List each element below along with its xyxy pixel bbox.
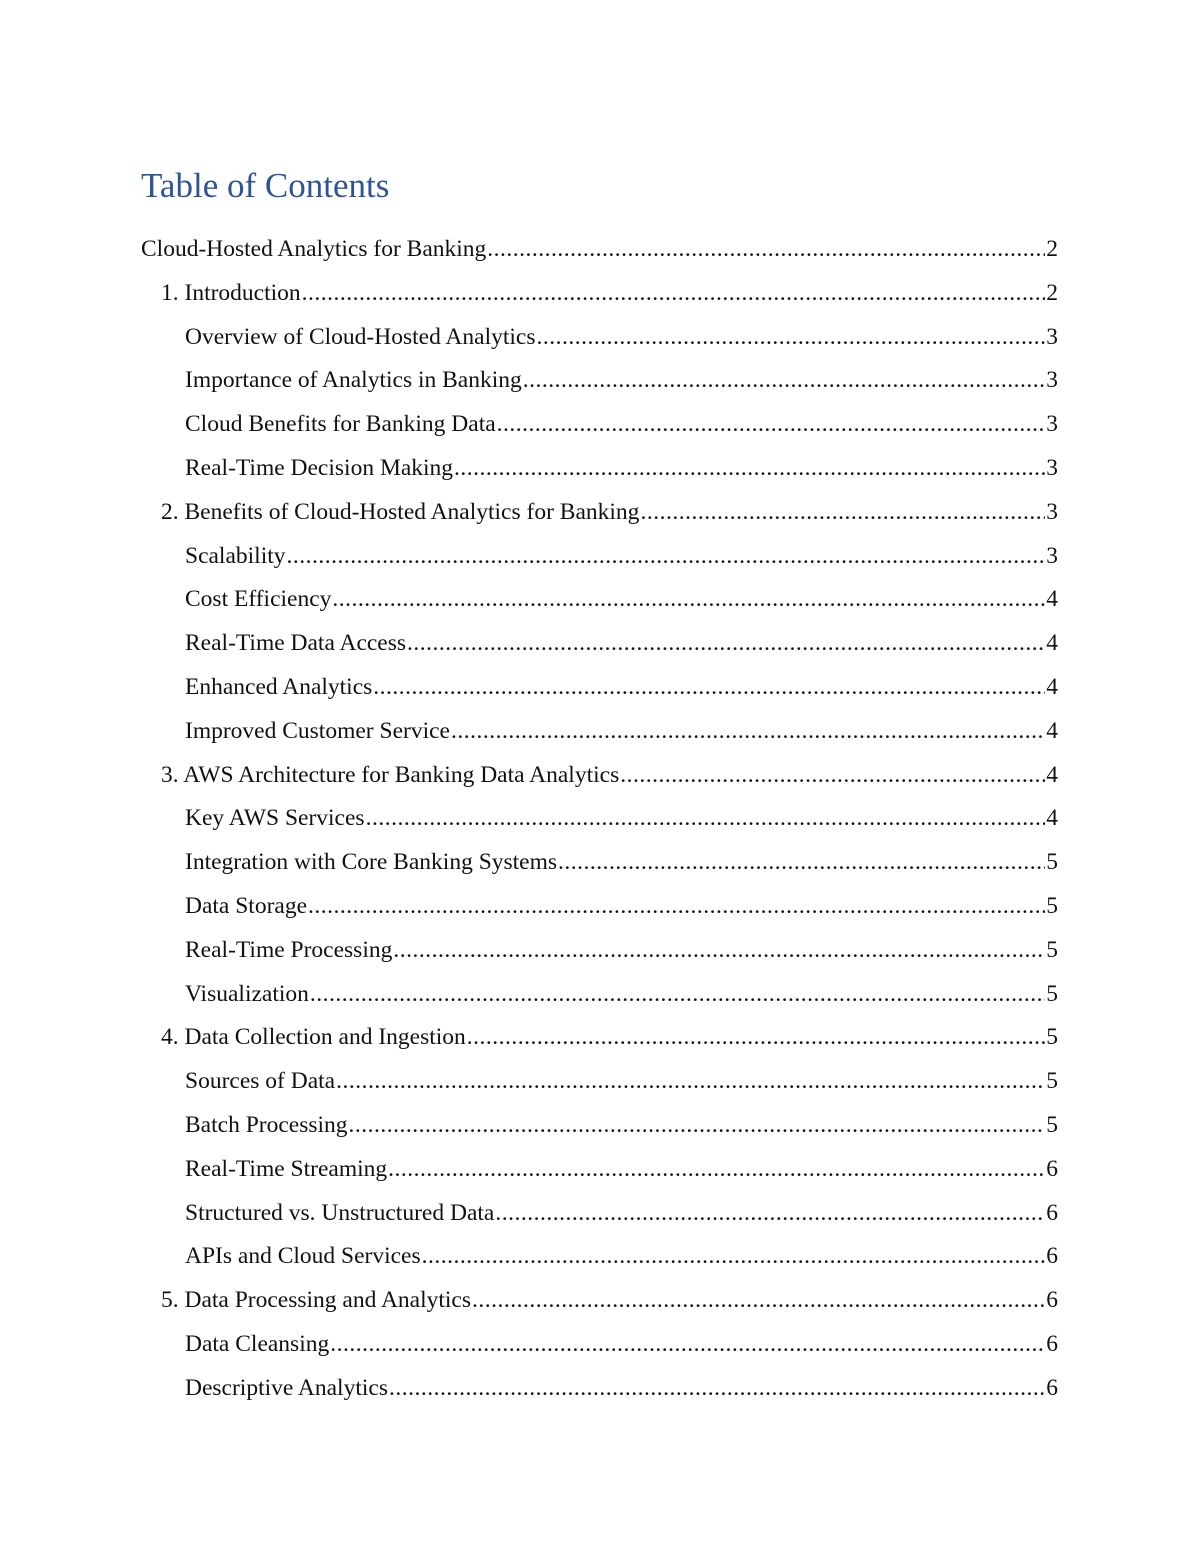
toc-dot-leader xyxy=(620,754,1045,798)
toc-page-number: 2 xyxy=(1046,236,1058,262)
toc-page-number: 5 xyxy=(1046,1024,1058,1051)
toc-dot-leader xyxy=(472,1279,1045,1323)
toc-page-number: 4 xyxy=(1046,761,1058,788)
toc-entry[interactable] xyxy=(141,1367,1058,1411)
toc-entry-title: Key AWS Services xyxy=(185,805,365,832)
toc-entry-title: Enhanced Analytics xyxy=(185,673,373,700)
toc-page-number: 6 xyxy=(1046,1330,1058,1357)
toc-page-number: 2 xyxy=(1046,279,1058,306)
toc-entry[interactable] xyxy=(141,973,1058,1017)
toc-entry-title: 2. Benefits of Cloud-Hosted Analytics for Banking xyxy=(161,498,640,525)
toc-entry-title: Sources of Data xyxy=(185,1068,336,1095)
toc-entry-title: Visualization xyxy=(185,980,309,1007)
toc-entry[interactable] xyxy=(141,1148,1058,1192)
toc-entry-title: Cloud-Hosted Analytics for Banking xyxy=(141,236,487,262)
toc-dot-leader xyxy=(388,1148,1045,1192)
toc-dot-leader xyxy=(287,535,1046,579)
toc-dot-leader xyxy=(310,973,1045,1017)
toc-entry-title: APIs and Cloud Services xyxy=(185,1243,421,1270)
toc-page-number: 6 xyxy=(1046,1243,1058,1270)
toc-dot-leader xyxy=(330,1323,1045,1367)
toc-dot-leader xyxy=(366,797,1046,841)
toc-dot-leader xyxy=(332,578,1045,622)
toc-entry-title: Integration with Core Banking Systems xyxy=(185,849,558,876)
toc-entry-title: Importance of Analytics in Banking xyxy=(185,367,522,394)
toc-entry[interactable] xyxy=(141,1323,1058,1367)
toc-page-number: 5 xyxy=(1046,980,1058,1007)
toc-entry-title: Scalability xyxy=(185,542,286,569)
toc-entry-title: Descriptive Analytics xyxy=(185,1374,388,1401)
toc-entry[interactable] xyxy=(141,447,1058,491)
toc-dot-leader xyxy=(308,885,1045,929)
toc-dot-leader xyxy=(558,841,1045,885)
toc-entry-title: Cost Efficiency xyxy=(185,586,332,613)
toc-dot-leader xyxy=(523,359,1045,403)
toc-dot-leader xyxy=(393,929,1045,973)
toc-entry[interactable] xyxy=(141,359,1058,403)
toc-entry[interactable] xyxy=(141,622,1058,666)
toc-entry-title: Cloud Benefits for Banking Data xyxy=(185,411,496,438)
toc-entry[interactable] xyxy=(141,316,1058,360)
toc-dot-leader xyxy=(467,1016,1045,1060)
toc-page-number: 4 xyxy=(1046,630,1058,657)
toc-page-number: 4 xyxy=(1046,673,1058,700)
toc-entry-title: Real-Time Decision Making xyxy=(185,454,454,481)
toc-entry-title: Real-Time Processing xyxy=(185,936,393,963)
toc-entry-title: Real-Time Data Access xyxy=(185,630,407,657)
toc-entry-title: Batch Processing xyxy=(185,1111,348,1138)
toc-page-number: 3 xyxy=(1046,498,1058,525)
toc-dot-leader xyxy=(302,272,1046,316)
toc-entry-title: Real-Time Streaming xyxy=(185,1155,388,1182)
toc-entry-title: Data Storage xyxy=(185,892,308,919)
toc-dot-leader xyxy=(349,1104,1046,1148)
toc-page-number: 3 xyxy=(1046,367,1058,394)
toc-entry[interactable] xyxy=(141,841,1058,885)
toc-entry-title: 4. Data Collection and Ingestion xyxy=(161,1024,466,1051)
toc-entry[interactable] xyxy=(141,228,1058,272)
toc-page-number: 4 xyxy=(1046,717,1058,744)
toc-dot-leader xyxy=(451,710,1045,754)
toc-dot-leader xyxy=(487,228,1045,272)
toc-entry-title: 1. Introduction xyxy=(161,279,301,306)
toc-entry[interactable] xyxy=(141,1016,1058,1060)
toc-entry[interactable] xyxy=(141,272,1058,316)
toc-page-number: 3 xyxy=(1046,454,1058,481)
toc-entry[interactable] xyxy=(141,491,1058,535)
toc-dot-leader xyxy=(640,491,1045,535)
toc-page-number: 5 xyxy=(1046,1068,1058,1095)
toc-list xyxy=(141,228,1058,1411)
toc-page-number: 3 xyxy=(1046,411,1058,438)
toc-entry[interactable] xyxy=(141,1192,1058,1236)
toc-dot-leader xyxy=(495,1192,1045,1236)
toc-page-number: 3 xyxy=(1046,542,1058,569)
toc-page-number: 6 xyxy=(1046,1199,1058,1226)
toc-dot-leader xyxy=(536,316,1045,360)
toc-entry-title: 3. AWS Architecture for Banking Data Analytics xyxy=(161,761,620,788)
toc-entry[interactable] xyxy=(141,797,1058,841)
toc-entry[interactable] xyxy=(141,754,1058,798)
toc-entry[interactable] xyxy=(141,710,1058,754)
toc-page-number: 4 xyxy=(1046,586,1058,613)
toc-entry[interactable] xyxy=(141,666,1058,710)
toc-heading: Table of Contents xyxy=(141,166,390,205)
toc-entry[interactable] xyxy=(141,885,1058,929)
toc-entry[interactable] xyxy=(141,535,1058,579)
toc-dot-leader xyxy=(373,666,1045,710)
toc-entry-title: Data Cleansing xyxy=(185,1330,330,1357)
toc-entry[interactable] xyxy=(141,929,1058,973)
toc-entry[interactable] xyxy=(141,403,1058,447)
toc-entry-title: Improved Customer Service xyxy=(185,717,450,744)
toc-page-number: 6 xyxy=(1046,1155,1058,1182)
toc-entry-title: Overview of Cloud-Hosted Analytics xyxy=(185,323,536,350)
toc-page-number: 4 xyxy=(1046,805,1058,832)
toc-entry[interactable] xyxy=(141,1235,1058,1279)
toc-entry[interactable] xyxy=(141,578,1058,622)
toc-dot-leader xyxy=(336,1060,1045,1104)
toc-page-number: 5 xyxy=(1046,849,1058,876)
toc-entry[interactable] xyxy=(141,1279,1058,1323)
toc-page-number: 6 xyxy=(1046,1374,1058,1401)
toc-page-number: 6 xyxy=(1046,1287,1058,1314)
toc-entry-title: 5. Data Processing and Analytics xyxy=(161,1287,472,1314)
toc-entry[interactable] xyxy=(141,1104,1058,1148)
toc-dot-leader xyxy=(422,1235,1046,1279)
toc-page-number: 5 xyxy=(1046,1111,1058,1138)
toc-dot-leader xyxy=(454,447,1045,491)
toc-entry[interactable] xyxy=(141,1060,1058,1104)
toc-dot-leader xyxy=(389,1367,1045,1411)
toc-page-number: 3 xyxy=(1046,323,1058,350)
toc-page-number: 5 xyxy=(1046,892,1058,919)
toc-dot-leader xyxy=(497,403,1046,447)
toc-dot-leader xyxy=(407,622,1045,666)
toc-page-number: 5 xyxy=(1046,936,1058,963)
toc-entry-title: Structured vs. Unstructured Data xyxy=(185,1199,495,1226)
